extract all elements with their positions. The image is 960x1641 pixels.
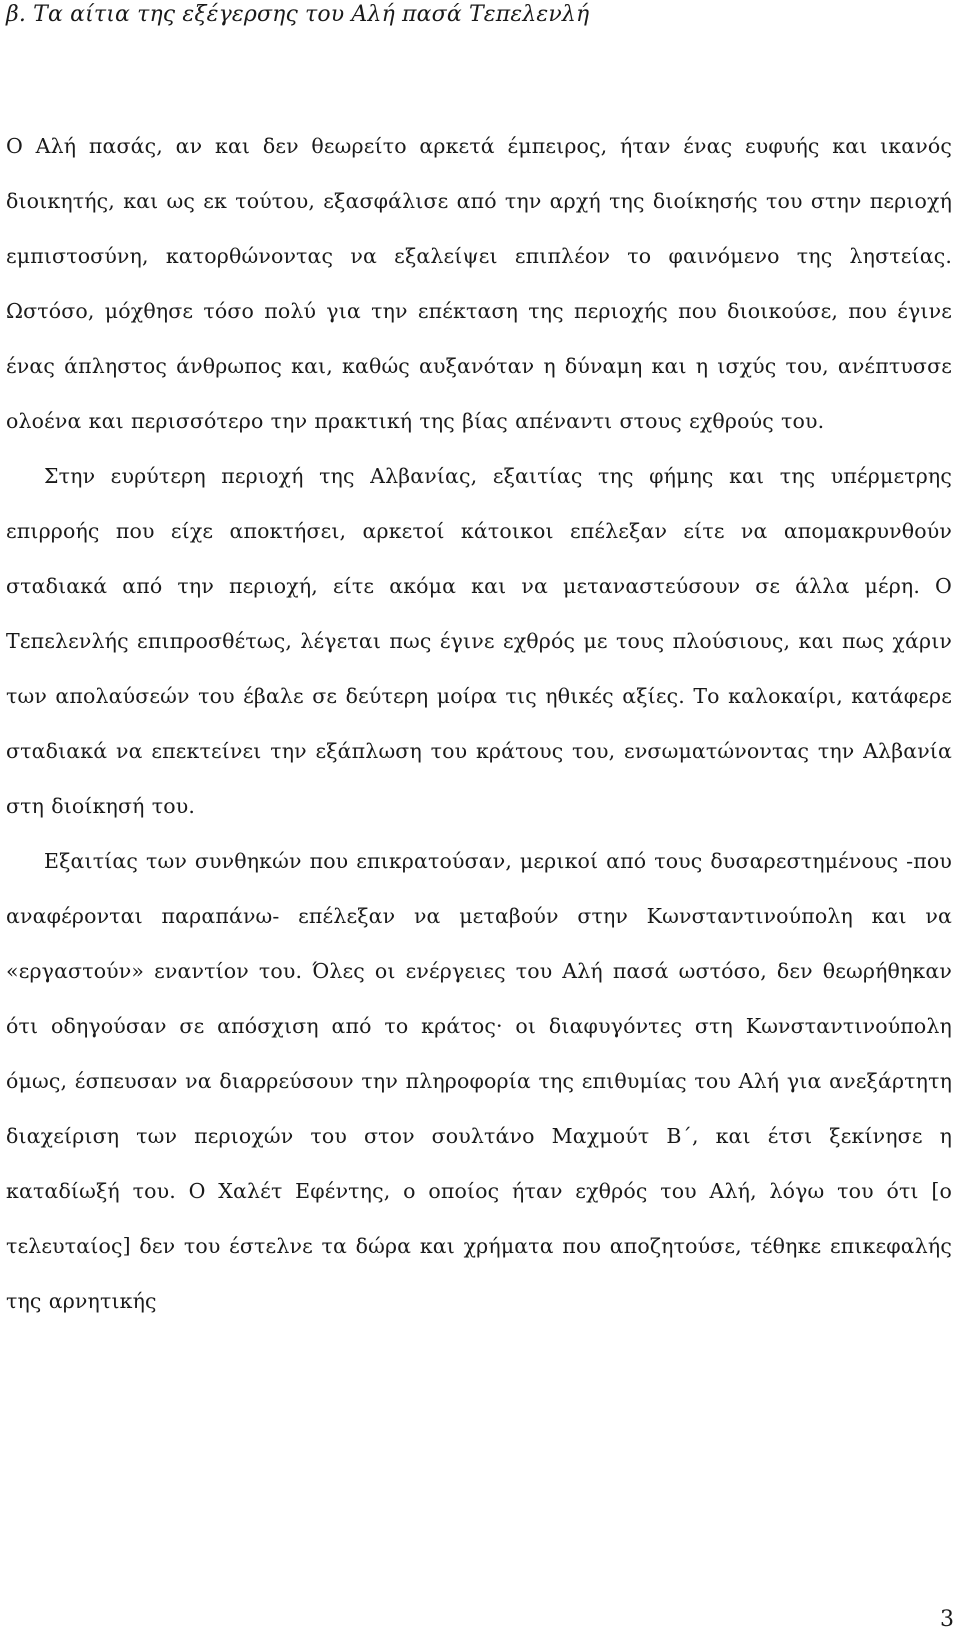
paragraph-1: Ο Αλή πασάς, αν και δεν θεωρείτο αρκετά έμπειρος, ήταν ένας ευφυής και ικανός διοικητής, και ως εκ τούτου, εξασφάλισε από την αρχή της διοίκησής του στην περιοχή εμπιστοσύνη, κατορθώνοντας να εξαλείψει επιπλέον το φαινόμενο της ληστείας. Ωστόσο, μόχθησε τόσο πολύ για την επέκταση της περιοχής που διοικούσε, που έγινε ένας άπληστος άνθρωπος και, καθώς αυξανόταν η δύναμη και η ισχύς του, ανέπτυσσε ολοένα και περισσότερο την πρακτική της βίας απέναντι στους εχθρούς του. — [6, 134, 952, 433]
paragraph-2: Στην ευρύτερη περιοχή της Αλβανίας, εξαιτίας της φήμης και της υπέρμετρης επιρροής που είχε αποκτήσει, αρκετοί κάτοικοι επέλεξαν είτε να απομακρυνθούν σταδιακά από την περιοχή, είτε ακόμα και να μεταναστεύσουν σε άλλα μέρη. Ο Τεπελενλής επιπροσθέτως, λέγεται πως έγινε εχθρός με τους πλούσιους, και πως χάριν των απολαύσεών του έβαλε σε δεύτερη μοίρα τις ηθικές αξίες. Το καλοκαίρι, κατάφερε σταδιακά να επεκτείνει την εξάπλωση του κράτους του, ενσωματώνοντας την Αλβανία στη διοίκησή του. — [6, 464, 952, 818]
page-number: 3 — [940, 1607, 954, 1632]
paragraph-3: Εξαιτίας των συνθηκών που επικρατούσαν, μερικοί από τους δυσαρεστημένους -που αναφέρονται παραπάνω- επέλεξαν να μεταβούν στην Κωνσταντινούπολη και να «εργαστούν» εναντίον του. Όλες οι ενέργειες του Αλή πασά ωστόσο, δεν θεωρήθηκαν ότι οδηγούσαν σε απόσχιση από το κράτος· οι διαφυγόντες στη Κωνσταντινούπολη όμως, έσπευσαν να διαρρεύσουν την πληροφορία της επιθυμίας του Αλή για ανεξάρτητη διαχείριση των περιοχών του στον σουλτάνο Μαχμούτ Β΄, και έτσι ξεκίνησε η καταδίωξή του. Ο Χαλέτ Εφέντης, ο οποίος ήταν εχθρός του Αλή, λόγω του ότι [ο τελευταίος] δεν του έστελνε τα δώρα και χρήματα που αποζητούσε, τέθηκε επικεφαλής της αρνητικής — [6, 849, 952, 1313]
body-text — [6, 119, 952, 1329]
section-heading: β. Τα αίτια της εξέγερσης του Αλή πασά Τεπελενλή — [6, 2, 590, 27]
